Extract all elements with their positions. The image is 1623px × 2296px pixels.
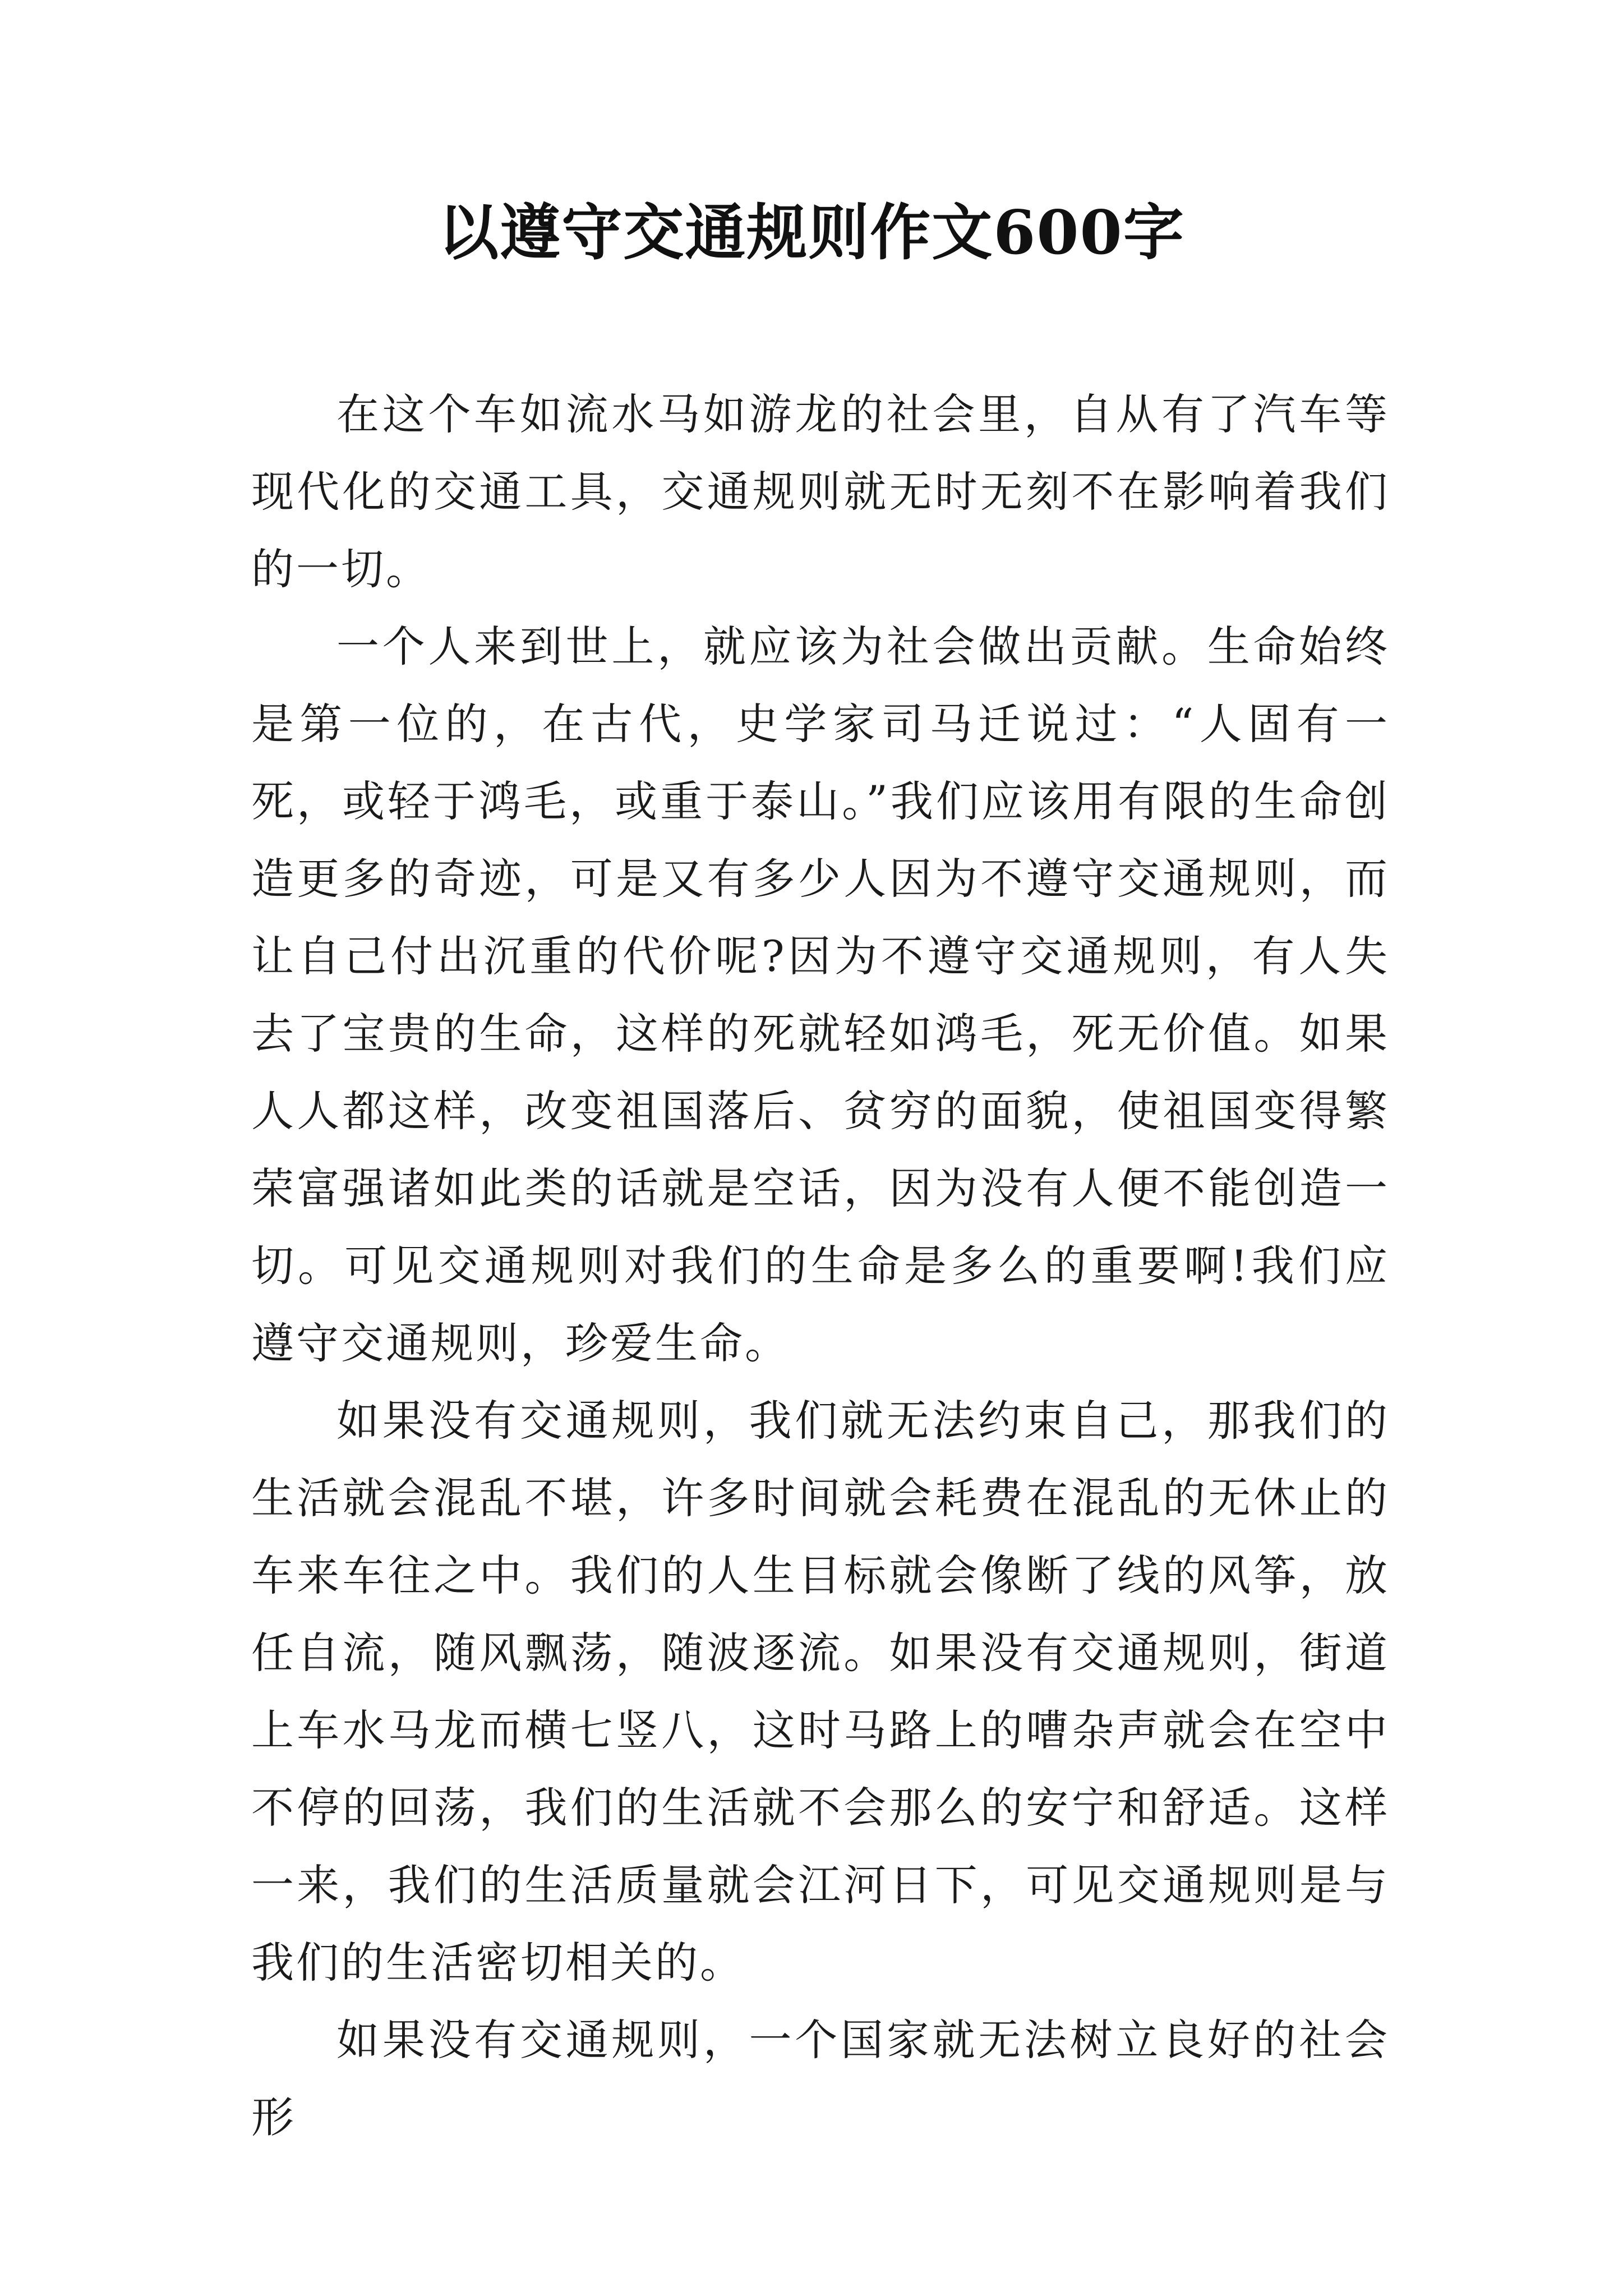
paragraph-2: 一个人来到世上，就应该为社会做出贡献。生命始终是第一位的，在古代，史学家司马迁说过：“人固有一死，或轻于鸿毛，或重于泰山。”我们应该用有限的生命创造更多的奇迹，可是又有多少人因为不遵守交通规则，而让自己付出沉重的代价呢?因为不遵守交通规则，有人失去了宝贵的生命，这样的死就轻如鸿毛，死无价值。如果人人都这样，改变祖国落后、贫穷的面貌，使祖国变得繁荣富强诸如此类的话就是空话，因为没有人便不能创造一切。可见交通规则对我们的生命是多么的重要啊!我们应遵守交通规则，珍爱生命。 [251, 622, 1390, 1368]
document-body [251, 376, 1390, 2156]
paragraph-3: 如果没有交通规则，我们就无法约束自己，那我们的生活就会混乱不堪，许多时间就会耗费在混乱的无休止的车来车往之中。我们的人生目标就会像断了线的风筝，放任自流，随风飘荡，随波逐流。如果没有交通规则，街道上车水马龙而横七竖八，这时马路上的嘈杂声就会在空中不停的回荡，我们的生活就不会那么的安宁和舒适。这样一来，我们的生活质量就会江河日下，可见交通规则是与我们的生活密切相关的。 [251, 1396, 1390, 1987]
document-title: 以遵守交通规则作文600字 [438, 197, 1185, 268]
paragraph-4: 如果没有交通规则，一个国家就无法树立良好的社会形 [251, 2015, 1390, 2142]
paragraph-1: 在这个车如流水马如游龙的社会里，自从有了汽车等现代化的交通工具，交通规则就无时无刻不在影响着我们的一切。 [251, 389, 1390, 594]
